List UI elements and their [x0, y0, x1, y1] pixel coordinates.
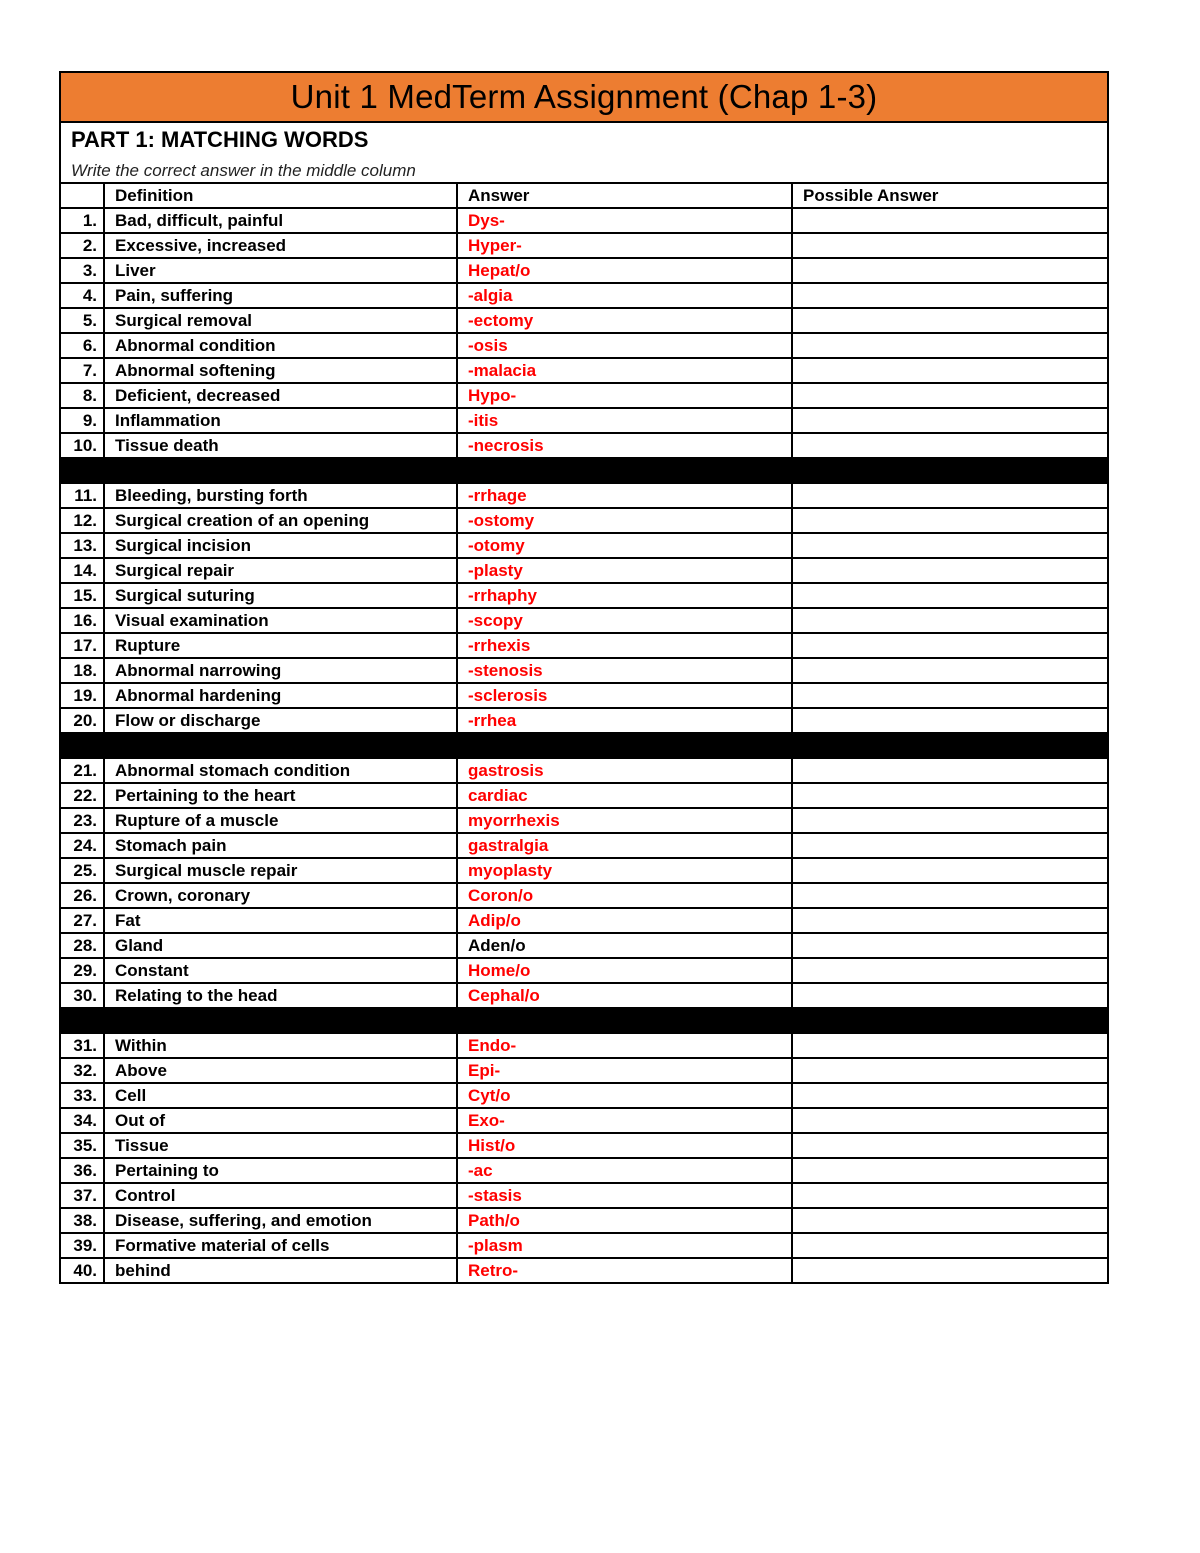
answer-cell[interactable]: Hepat/o: [457, 258, 792, 283]
title-bar: [61, 73, 1107, 123]
possible-answer-cell[interactable]: [792, 258, 1107, 283]
answer-cell[interactable]: Hypo-: [457, 383, 792, 408]
table-row: [61, 1083, 1107, 1108]
possible-answer-cell[interactable]: [792, 1033, 1107, 1058]
table-row: [61, 683, 1107, 708]
table-row: [61, 383, 1107, 408]
definition-cell: Surgical repair: [104, 558, 457, 583]
answer-cell[interactable]: Hist/o: [457, 1133, 792, 1158]
separator-bar: [61, 458, 1107, 483]
table-row: [61, 1233, 1107, 1258]
definition-cell: Formative material of cells: [104, 1233, 457, 1258]
definition-cell: Bleeding, bursting forth: [104, 483, 457, 508]
row-number: 12.: [61, 508, 104, 533]
table-row: [61, 933, 1107, 958]
definition-cell: Surgical suturing: [104, 583, 457, 608]
answer-cell[interactable]: Endo-: [457, 1033, 792, 1058]
table-row: [61, 958, 1107, 983]
table-row: [61, 858, 1107, 883]
possible-answer-cell[interactable]: [792, 1258, 1107, 1282]
row-number: 20.: [61, 708, 104, 733]
table-row: [61, 1058, 1107, 1083]
table-row: [61, 983, 1107, 1008]
table-row: [61, 608, 1107, 633]
row-number: 35.: [61, 1133, 104, 1158]
assignment-sheet: [59, 71, 1109, 1284]
table-row: [61, 308, 1107, 333]
row-number: 10.: [61, 433, 104, 458]
answer-cell[interactable]: cardiac: [457, 783, 792, 808]
possible-answer-cell[interactable]: [792, 383, 1107, 408]
group-separator: [61, 458, 1107, 483]
possible-answer-cell[interactable]: [792, 558, 1107, 583]
row-number: 3.: [61, 258, 104, 283]
page-title: Unit 1 MedTerm Assignment (Chap 1-3): [290, 78, 878, 115]
table-row: [61, 908, 1107, 933]
table-row: [61, 708, 1107, 733]
row-number: 9.: [61, 408, 104, 433]
possible-answer-cell[interactable]: [792, 958, 1107, 983]
possible-answer-cell[interactable]: [792, 1083, 1107, 1108]
possible-answer-cell[interactable]: [792, 1133, 1107, 1158]
table-body: [61, 208, 1107, 1282]
row-number: 29.: [61, 958, 104, 983]
row-number: 30.: [61, 983, 104, 1008]
answer-cell[interactable]: -rrhaphy: [457, 583, 792, 608]
answer-cell[interactable]: -necrosis: [457, 433, 792, 458]
row-number: 19.: [61, 683, 104, 708]
table-row: [61, 1183, 1107, 1208]
table-row: [61, 1158, 1107, 1183]
possible-answer-cell[interactable]: [792, 308, 1107, 333]
definition-cell: Abnormal softening: [104, 358, 457, 383]
table-row: [61, 283, 1107, 308]
possible-answer-cell[interactable]: [792, 583, 1107, 608]
definition-cell: Rupture of a muscle: [104, 808, 457, 833]
matching-table: [61, 184, 1107, 1282]
row-number: 27.: [61, 908, 104, 933]
answer-cell[interactable]: -plasty: [457, 558, 792, 583]
answer-column-header: Answer: [457, 184, 792, 208]
table-row: [61, 483, 1107, 508]
possible-answer-cell[interactable]: [792, 783, 1107, 808]
row-number: 14.: [61, 558, 104, 583]
possible-answer-cell[interactable]: [792, 708, 1107, 733]
definition-cell: Pertaining to: [104, 1158, 457, 1183]
answer-cell[interactable]: -stasis: [457, 1183, 792, 1208]
definition-cell: Abnormal narrowing: [104, 658, 457, 683]
table-row: [61, 333, 1107, 358]
row-number: 31.: [61, 1033, 104, 1058]
definition-cell: Fat: [104, 908, 457, 933]
possible-answer-column-header: Possible Answer: [792, 184, 1107, 208]
possible-answer-cell[interactable]: [792, 408, 1107, 433]
row-number: 34.: [61, 1108, 104, 1133]
definition-column-header: Definition: [104, 184, 457, 208]
possible-answer-cell[interactable]: [792, 608, 1107, 633]
answer-cell[interactable]: -ectomy: [457, 308, 792, 333]
row-number: 36.: [61, 1158, 104, 1183]
answer-cell[interactable]: Aden/o: [457, 933, 792, 958]
possible-answer-cell[interactable]: [792, 208, 1107, 233]
answer-cell[interactable]: Exo-: [457, 1108, 792, 1133]
answer-cell[interactable]: Dys-: [457, 208, 792, 233]
answer-cell[interactable]: -malacia: [457, 358, 792, 383]
table-row: [61, 883, 1107, 908]
definition-cell: Rupture: [104, 633, 457, 658]
possible-answer-cell[interactable]: [792, 933, 1107, 958]
row-number: 28.: [61, 933, 104, 958]
definition-cell: Surgical removal: [104, 308, 457, 333]
table-row: [61, 508, 1107, 533]
row-number: 15.: [61, 583, 104, 608]
definition-cell: Constant: [104, 958, 457, 983]
possible-answer-cell[interactable]: [792, 233, 1107, 258]
possible-answer-cell[interactable]: [792, 533, 1107, 558]
answer-cell[interactable]: Cyt/o: [457, 1083, 792, 1108]
answer-cell[interactable]: Path/o: [457, 1208, 792, 1233]
row-number: 39.: [61, 1233, 104, 1258]
row-number: 32.: [61, 1058, 104, 1083]
row-number: 25.: [61, 858, 104, 883]
table-row: [61, 1108, 1107, 1133]
row-number: 4.: [61, 283, 104, 308]
definition-cell: Surgical creation of an opening: [104, 508, 457, 533]
definition-cell: Within: [104, 1033, 457, 1058]
definition-cell: Cell: [104, 1083, 457, 1108]
definition-cell: Deficient, decreased: [104, 383, 457, 408]
row-number: 16.: [61, 608, 104, 633]
table-row: [61, 1033, 1107, 1058]
row-number: 23.: [61, 808, 104, 833]
answer-cell[interactable]: -itis: [457, 408, 792, 433]
definition-cell: Stomach pain: [104, 833, 457, 858]
row-number: 1.: [61, 208, 104, 233]
separator-bar: [61, 733, 1107, 758]
definition-cell: Above: [104, 1058, 457, 1083]
answer-cell[interactable]: -stenosis: [457, 658, 792, 683]
answer-cell[interactable]: myorrhexis: [457, 808, 792, 833]
row-number: 7.: [61, 358, 104, 383]
part-instruction: Write the correct answer in the middle column: [71, 161, 416, 180]
answer-cell[interactable]: Epi-: [457, 1058, 792, 1083]
possible-answer-cell[interactable]: [792, 908, 1107, 933]
possible-answer-cell[interactable]: [792, 1158, 1107, 1183]
table-row: [61, 758, 1107, 783]
table-row: [61, 408, 1107, 433]
definition-cell: Tissue death: [104, 433, 457, 458]
answer-cell[interactable]: myoplasty: [457, 858, 792, 883]
answer-cell[interactable]: -plasm: [457, 1233, 792, 1258]
table-row: [61, 358, 1107, 383]
row-number: 17.: [61, 633, 104, 658]
answer-cell[interactable]: -rrhage: [457, 483, 792, 508]
answer-cell[interactable]: -otomy: [457, 533, 792, 558]
table-row: [61, 208, 1107, 233]
table-row: [61, 558, 1107, 583]
answer-cell[interactable]: Adip/o: [457, 908, 792, 933]
answer-cell[interactable]: -ostomy: [457, 508, 792, 533]
possible-answer-cell[interactable]: [792, 508, 1107, 533]
table-row: [61, 633, 1107, 658]
possible-answer-cell[interactable]: [792, 1233, 1107, 1258]
header-row: [61, 184, 1107, 208]
answer-cell[interactable]: -ac: [457, 1158, 792, 1183]
row-number: 33.: [61, 1083, 104, 1108]
possible-answer-cell[interactable]: [792, 1208, 1107, 1233]
group-separator: [61, 1008, 1107, 1033]
group-separator: [61, 733, 1107, 758]
answer-cell[interactable]: Home/o: [457, 958, 792, 983]
definition-cell: Abnormal stomach condition: [104, 758, 457, 783]
separator-bar: [61, 1008, 1107, 1033]
possible-answer-cell[interactable]: [792, 433, 1107, 458]
row-number: 6.: [61, 333, 104, 358]
table-row: [61, 583, 1107, 608]
table-row: [61, 533, 1107, 558]
answer-cell[interactable]: -rrhea: [457, 708, 792, 733]
possible-answer-cell[interactable]: [792, 858, 1107, 883]
possible-answer-cell[interactable]: [792, 808, 1107, 833]
definition-cell: Flow or discharge: [104, 708, 457, 733]
definition-cell: Surgical incision: [104, 533, 457, 558]
table-row: [61, 258, 1107, 283]
definition-cell: Control: [104, 1183, 457, 1208]
possible-answer-cell[interactable]: [792, 483, 1107, 508]
answer-cell[interactable]: -algia: [457, 283, 792, 308]
answer-cell[interactable]: -sclerosis: [457, 683, 792, 708]
definition-cell: Inflammation: [104, 408, 457, 433]
definition-cell: Abnormal hardening: [104, 683, 457, 708]
number-column-header: [61, 184, 104, 208]
row-number: 18.: [61, 658, 104, 683]
table-row: [61, 1133, 1107, 1158]
definition-cell: Liver: [104, 258, 457, 283]
possible-answer-cell[interactable]: [792, 683, 1107, 708]
possible-answer-cell[interactable]: [792, 983, 1107, 1008]
table-row: [61, 1258, 1107, 1282]
table-row: [61, 233, 1107, 258]
row-number: 26.: [61, 883, 104, 908]
definition-cell: behind: [104, 1258, 457, 1282]
row-number: 22.: [61, 783, 104, 808]
definition-cell: Crown, coronary: [104, 883, 457, 908]
row-number: 13.: [61, 533, 104, 558]
answer-cell[interactable]: -osis: [457, 333, 792, 358]
possible-answer-cell[interactable]: [792, 883, 1107, 908]
answer-cell[interactable]: Cephal/o: [457, 983, 792, 1008]
answer-cell[interactable]: Hyper-: [457, 233, 792, 258]
table-row: [61, 808, 1107, 833]
definition-cell: Pertaining to the heart: [104, 783, 457, 808]
possible-answer-cell[interactable]: [792, 358, 1107, 383]
possible-answer-cell[interactable]: [792, 333, 1107, 358]
definition-cell: Pain, suffering: [104, 283, 457, 308]
possible-answer-cell[interactable]: [792, 1058, 1107, 1083]
row-number: 24.: [61, 833, 104, 858]
possible-answer-cell[interactable]: [792, 833, 1107, 858]
row-number: 5.: [61, 308, 104, 333]
row-number: 2.: [61, 233, 104, 258]
definition-cell: Out of: [104, 1108, 457, 1133]
table-row: [61, 433, 1107, 458]
possible-answer-cell[interactable]: [792, 1108, 1107, 1133]
definition-cell: Visual examination: [104, 608, 457, 633]
possible-answer-cell[interactable]: [792, 658, 1107, 683]
answer-cell[interactable]: -scopy: [457, 608, 792, 633]
row-number: 37.: [61, 1183, 104, 1208]
answer-cell[interactable]: gastrosis: [457, 758, 792, 783]
definition-cell: Tissue: [104, 1133, 457, 1158]
table-row: [61, 1208, 1107, 1233]
definition-cell: Surgical muscle repair: [104, 858, 457, 883]
row-number: 38.: [61, 1208, 104, 1233]
definition-cell: Abnormal condition: [104, 333, 457, 358]
row-number: 21.: [61, 758, 104, 783]
definition-cell: Gland: [104, 933, 457, 958]
definition-cell: Disease, suffering, and emotion: [104, 1208, 457, 1233]
row-number: 11.: [61, 483, 104, 508]
definition-cell: Relating to the head: [104, 983, 457, 1008]
definition-cell: Excessive, increased: [104, 233, 457, 258]
possible-answer-cell[interactable]: [792, 283, 1107, 308]
table-row: [61, 783, 1107, 808]
part-header: [61, 123, 1107, 184]
answer-cell[interactable]: Retro-: [457, 1258, 792, 1282]
answer-cell[interactable]: gastralgia: [457, 833, 792, 858]
part-heading: PART 1: MATCHING WORDS: [71, 127, 369, 152]
possible-answer-cell[interactable]: [792, 633, 1107, 658]
table-row: [61, 833, 1107, 858]
answer-cell[interactable]: Coron/o: [457, 883, 792, 908]
row-number: 8.: [61, 383, 104, 408]
possible-answer-cell[interactable]: [792, 758, 1107, 783]
answer-cell[interactable]: -rrhexis: [457, 633, 792, 658]
row-number: 40.: [61, 1258, 104, 1282]
possible-answer-cell[interactable]: [792, 1183, 1107, 1208]
table-row: [61, 658, 1107, 683]
definition-cell: Bad, difficult, painful: [104, 208, 457, 233]
